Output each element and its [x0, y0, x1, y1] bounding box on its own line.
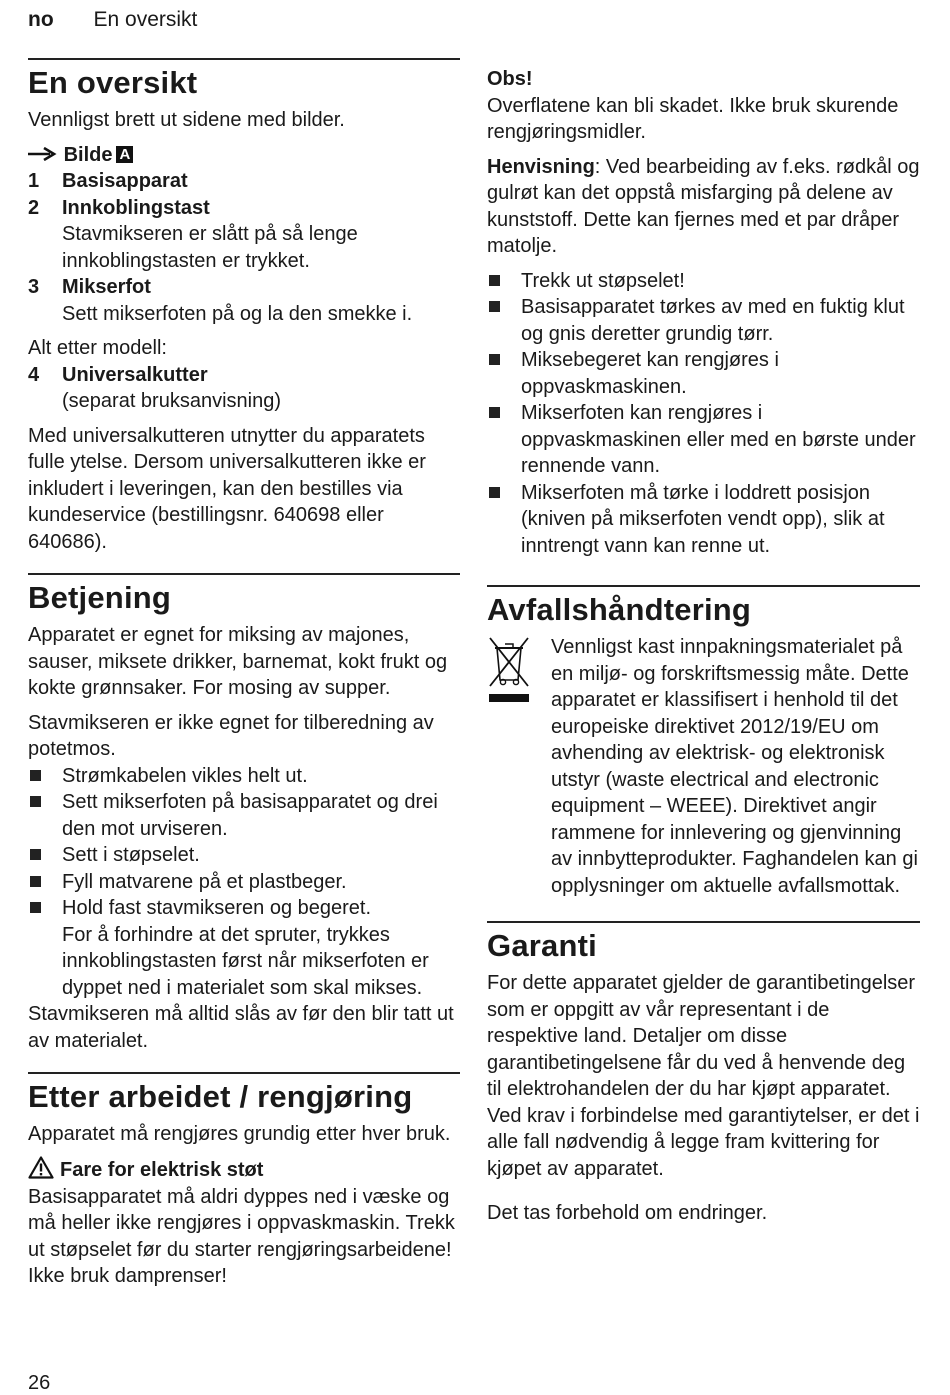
bullet-square-icon — [487, 347, 521, 400]
list-item — [28, 195, 460, 275]
item-description: Stavmikseren er slått på så lenge innkoblingstasten er trykket. — [62, 223, 358, 272]
reservation-text: Det tas forbehold om endringer. — [487, 1202, 768, 1224]
overview-heading: En oversikt — [28, 65, 198, 100]
item-label: Basisapparat — [62, 170, 188, 192]
section-rule — [28, 573, 460, 575]
item-label: Mikserfot — [62, 276, 151, 298]
list-item — [487, 480, 920, 560]
cleaning-paragraph: Apparatet må rengjøres grundig etter hver bruk. — [28, 1123, 451, 1145]
right-column — [487, 66, 920, 1235]
bullet-text: Hold fast stavmikseren og begeret. — [62, 897, 372, 919]
operation-paragraph: Stavmikseren må alltid slås av før den blir tatt ut av materialet. — [28, 1003, 454, 1052]
warning-triangle-icon — [28, 1156, 54, 1179]
header-title: En oversikt — [93, 8, 198, 31]
list-item — [28, 895, 460, 1001]
operation-paragraph: Apparatet er egnet for miksing av majones, sauser, miksete drikker, barnemat, kokt frukt og kokte grønnsaker. For mosing av supper. — [28, 624, 448, 699]
universal-text: Med universalkutteren utnytter du apparatets fulle ytelse. Dersom universalkutteren ikke er inkludert i leveringen, kan den bestilles via kundeservice (bestillingsnr. 640698 eller 640686). — [28, 424, 426, 553]
bullet-text: Miksebegeret kan rengjøres i oppvaskmaskinen. — [521, 349, 779, 398]
disposal-heading: Avfallshåndtering — [487, 592, 752, 627]
bullet-text: Trekk ut støpselet! — [521, 269, 685, 292]
bullet-square-icon — [487, 400, 521, 480]
item-description: (separat bruksanvisning) — [62, 390, 281, 412]
item-number: 3 — [28, 276, 40, 298]
bullet-text: Strømkabelen vikles helt ut. — [62, 764, 308, 787]
list-item — [28, 168, 460, 195]
bullet-text: Basisapparatet tørkes av med en fuktig klut og gnis deretter grundig tørr. — [521, 296, 905, 345]
item-label: Universalkutter — [62, 363, 208, 386]
operation-paragraph: Stavmikseren er ikke egnet for tilberedning av potetmos. — [28, 711, 434, 760]
item-number: 2 — [28, 196, 40, 219]
cleaning-heading: Etter arbeidet / rengjøring — [28, 1079, 413, 1114]
section-rule — [28, 58, 460, 60]
model-note: Alt etter modell: — [28, 337, 167, 359]
list-item — [28, 274, 460, 327]
list-item — [28, 763, 460, 790]
bullet-continuation: For å forhindre at det spruter, trykkes innkoblingstasten først når mikserfoten er dyppet ned i materialet som skal mikses. — [62, 923, 429, 999]
overview-intro: Vennligst brett ut sidene med bilder. — [28, 109, 345, 131]
bullet-text: Sett i støpselet. — [62, 844, 200, 866]
item-number: 1 — [28, 170, 40, 192]
warning-text: Basisapparatet må aldri dyppes ned i væske og må heller ikke rengjøres i oppvaskmaskin. Trekk ut støpselet før du starter rengjøringsarbeidene! Ikke bruk damprenser! — [28, 1185, 455, 1287]
item-number: 4 — [28, 363, 40, 386]
left-column — [28, 58, 460, 1298]
disposal-block — [487, 634, 920, 899]
crossed-bin-icon — [487, 634, 531, 710]
language-code: no — [28, 8, 54, 31]
weee-icon — [487, 634, 551, 899]
note-text: : Ved bearbeiding av f.eks. rødkål og gulrøt kan det oppstå misfarging på delene av kunststoff. Dette kan fjernes med et par dråper matolje. — [487, 155, 920, 257]
operation-heading: Betjening — [28, 580, 172, 615]
warning-title: Fare for elektrisk støt — [60, 1158, 264, 1181]
bullet-square-icon — [487, 480, 521, 560]
obs-title: Obs! — [487, 68, 533, 90]
section-rule — [487, 921, 920, 923]
note-label: Henvisning — [487, 155, 595, 178]
obs-text: Overflatene kan bli skadet. Ikke bruk skurende rengjøringsmidler. — [487, 94, 899, 143]
figure-label: Bilde — [63, 143, 113, 166]
warranty-heading: Garanti — [487, 928, 597, 963]
section-rule — [487, 585, 920, 587]
section-rule — [28, 1072, 460, 1074]
page-number: 26 — [28, 1372, 51, 1394]
arrow-right-icon — [28, 147, 58, 161]
bullet-square-icon — [28, 763, 62, 790]
list-item — [487, 400, 920, 480]
item-label: Innkoblingstast — [62, 196, 210, 219]
list-item — [487, 268, 920, 295]
bullet-square-icon — [487, 268, 521, 295]
bullet-square-icon — [487, 294, 521, 347]
bullet-text: Sett mikserfoten på basisapparatet og drei den mot urviseren. — [62, 791, 438, 840]
bullet-square-icon — [28, 869, 62, 896]
figure-reference — [28, 142, 460, 169]
item-description: Sett mikserfoten på og la den smekke i. — [62, 302, 413, 325]
figure-letter-badge: A — [116, 146, 133, 163]
bullet-square-icon — [28, 789, 62, 842]
bullet-square-icon — [28, 842, 62, 869]
page-header — [28, 8, 197, 32]
bullet-text: Mikserfoten må tørke i loddrett posisjon (kniven på mikserfoten vendt opp), slik at inntrengt vann kan renne ut. — [521, 481, 885, 557]
disposal-text: Vennligst kast innpakningsmaterialet på en miljø- og forskriftsmessig måte. Dette apparatet er klassifisert i henhold til det europeiske direktivet 2012/19/EU om avhending av elektrisk- og elektronisk utstyr (waste electrical and electronic equipment – WEEE). Direktivet angir rammene for innlevering og gjenvinning av innbytteprodukter. Faghandelen kan gi opplysninger om aktuelle avfallsmottak. — [551, 636, 918, 897]
list-item — [487, 294, 920, 347]
list-item — [487, 347, 920, 400]
list-item — [28, 362, 460, 415]
list-item — [28, 842, 460, 869]
bullet-square-icon — [28, 895, 62, 1001]
note-paragraph — [487, 154, 920, 260]
list-item — [28, 869, 460, 896]
warning-heading — [28, 1156, 460, 1184]
list-item — [28, 789, 460, 842]
bullet-text: Fyll matvarene på et plastbeger. — [62, 870, 347, 893]
warranty-text: For dette apparatet gjelder de garantibetingelser som er oppgitt av vår representant i de respektive land. Detaljer om disse garantibetingelsene får du ved å henvende deg til elektrohandelen der du har kjøpt apparatet. Ved krav i forbindelse med garantiytelser, er det i alle fall nødvendig å legge fram kvittering for kjøpet av apparatet. — [487, 972, 920, 1180]
bullet-text: Mikserfoten kan rengjøres i oppvaskmaskinen eller med en børste under rennende vann. — [521, 402, 916, 477]
